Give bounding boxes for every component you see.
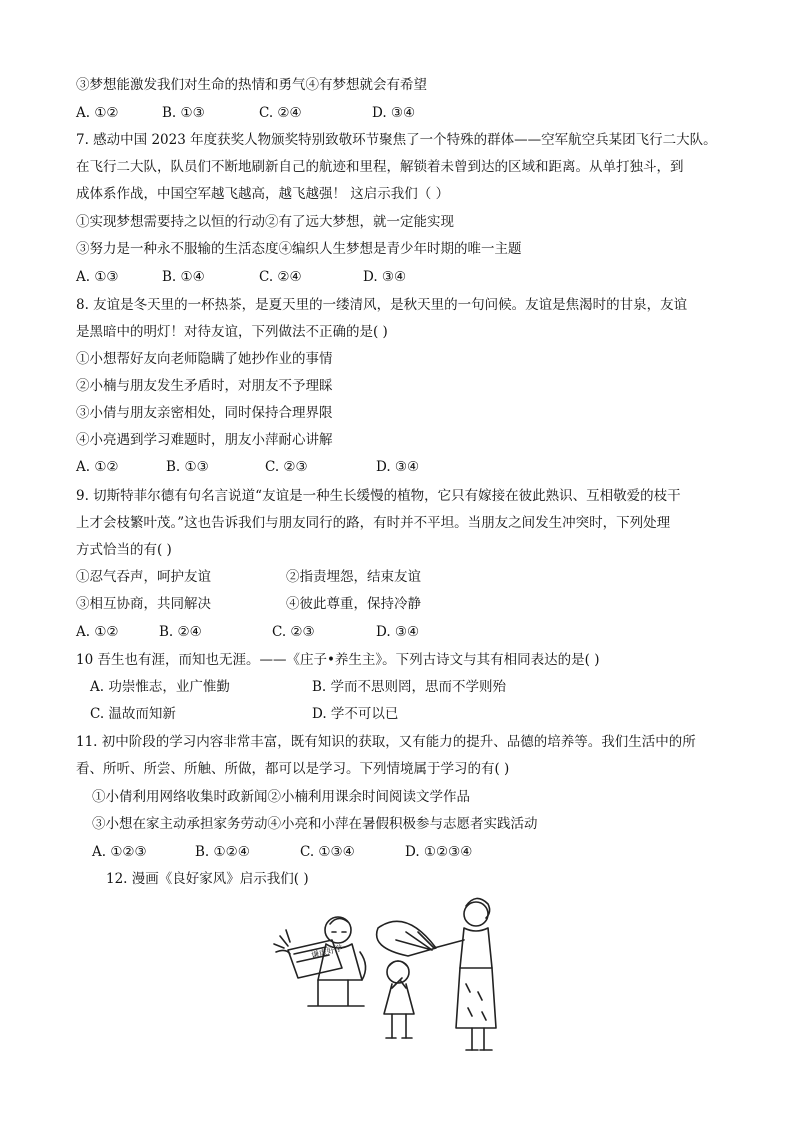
q8-stem-line-1: 8. 友谊是冬天里的一杯热茶，是夏天里的一缕清风，是秋天里的一句问候。友谊是焦渴时的甘泉，友谊 [76, 297, 688, 313]
q8-option-c: C. ②③ [265, 459, 308, 475]
q6-option-b: B. ①③ [162, 105, 205, 121]
q10-option-b: B. 学而不思则罔，思而不学则殆 [312, 679, 507, 695]
q7-stem-line-2: 在飞行二大队，队员们不断地刷新自己的航迹和里程，解锁着未曾到达的区域和距离。从单打独斗，到 [76, 159, 684, 175]
q9-stem-line-3: 方式恰当的有( ) [76, 542, 172, 558]
q11-choice-line-2: ③小想在家主动承担家务劳动④小亮和小萍在暑假积极参与志愿者实践活动 [92, 816, 538, 832]
q11-option-c: C. ①③④ [300, 844, 355, 860]
fan [377, 921, 436, 956]
q8-choice-1: ①小想帮好友向老师隐瞒了她抄作业的事情 [76, 351, 333, 367]
q8-option-b: B. ①③ [166, 459, 209, 475]
q11-stem-line-2: 看、所听、所尝、所触、所做，都可以是学习。下列情境属于学习的有( ) [76, 761, 510, 777]
q8-choice-4: ④小亮遇到学习难题时，朋友小萍耐心讲解 [76, 432, 333, 448]
q7-option-a: A. ①③ [76, 269, 119, 285]
q9-option-b: B. ②④ [159, 624, 202, 640]
q7-choice-line-2: ③努力是一种永不服输的生活态度④编织人生梦想是青少年时期的唯一主题 [76, 241, 522, 257]
q8-option-d: D. ③④ [376, 459, 420, 475]
q6-option-d: D. ③④ [372, 105, 416, 121]
q7-option-d: D. ③④ [363, 269, 407, 285]
q9-stem-line-1: 9. 切斯特菲尔德有句名言说道“友谊是一种生长缓慢的植物，它只有嫁接在彼此熟识、互相敬爱的枝干 [76, 488, 681, 504]
q11-choice-line-1: ①小倩利用网络收集时政新闻②小楠利用课余时间阅读文学作品 [92, 789, 470, 805]
child-body [384, 984, 414, 1014]
q7-option-c: C. ②④ [259, 269, 302, 285]
q9-choice-4: ④彼此尊重，保持冷静 [286, 596, 421, 612]
mother-head [464, 902, 488, 926]
q9-choice-1: ①忍气吞声，呵护友谊 [76, 569, 211, 585]
q7-option-b: B. ①④ [162, 269, 205, 285]
q8-stem-line-2: 是黑暗中的明灯！对待友谊，下列做法不正确的是( ) [76, 324, 388, 340]
q10-option-c: C. 温故而知新 [90, 706, 176, 722]
q11-stem-line-1: 11. 初中阶段的学习内容非常丰富，既有知识的获取，又有能力的提升、品德的培养等。我们生活中的所 [76, 734, 696, 750]
q7-choice-line-1: ①实现梦想需要持之以恒的行动②有了远大梦想，就一定能实现 [76, 214, 454, 230]
cartoon-sign-text: 谦虚好学 [310, 943, 344, 960]
q9-choice-2: ②指责埋怨，结束友谊 [286, 569, 421, 585]
q11-option-b: B. ①②④ [195, 844, 250, 860]
q10-option-a: A. 功崇惟志，业广惟勤 [90, 679, 230, 695]
q8-choice-2: ②小楠与朋友发生矛盾时，对朋友不予理睬 [76, 378, 333, 394]
q11-option-a: A. ①②③ [92, 844, 147, 860]
motion-lines [274, 930, 290, 948]
q7-stem-line-1: 7. 感动中国 2023 年度获奖人物颁奖特别致敬环节聚焦了一个特殊的群体——空军航空兵某团飞行二大队。 [76, 132, 717, 148]
q8-option-a: A. ①② [76, 459, 119, 475]
good-family-cartoon [268, 892, 520, 1064]
mother-body [460, 928, 492, 968]
q10-option-d: D. 学不可以已 [312, 706, 399, 722]
q9-choice-3: ③相互协商，共同解决 [76, 596, 211, 612]
q6-choice-line: ③梦想能激发我们对生命的热情和勇气④有梦想就会有希望 [76, 77, 427, 93]
q8-choice-3: ③小倩与朋友亲密相处，同时保持合理界限 [76, 405, 333, 421]
q6-option-a: A. ①② [76, 105, 119, 121]
q9-option-a: A. ①② [76, 624, 119, 640]
grandparent-hair [330, 918, 348, 924]
mother-arm [434, 940, 464, 948]
q12-stem: 12. 漫画《良好家风》启示我们( ) [106, 871, 309, 887]
q9-option-c: C. ②③ [272, 624, 315, 640]
q10-stem: 10 吾生也有涯，而知也无涯。——《庄子•养生主》。下列古诗文与其有相同表达的是( ) [76, 652, 600, 668]
q11-option-d: D. ①②③④ [405, 844, 473, 860]
chair [308, 980, 364, 1006]
q7-stem-line-3: 成体系作战，中国空军越飞越高，越飞越强！ 这启示我们（ ） [76, 186, 450, 202]
q9-option-d: D. ③④ [376, 624, 420, 640]
q9-stem-line-2: 上才会枝繁叶茂。”这也告诉我们与朋友同行的路，有时并不平坦。当朋友之间发生冲突时，下列处理 [76, 515, 671, 531]
q6-option-c: C. ②④ [259, 105, 302, 121]
